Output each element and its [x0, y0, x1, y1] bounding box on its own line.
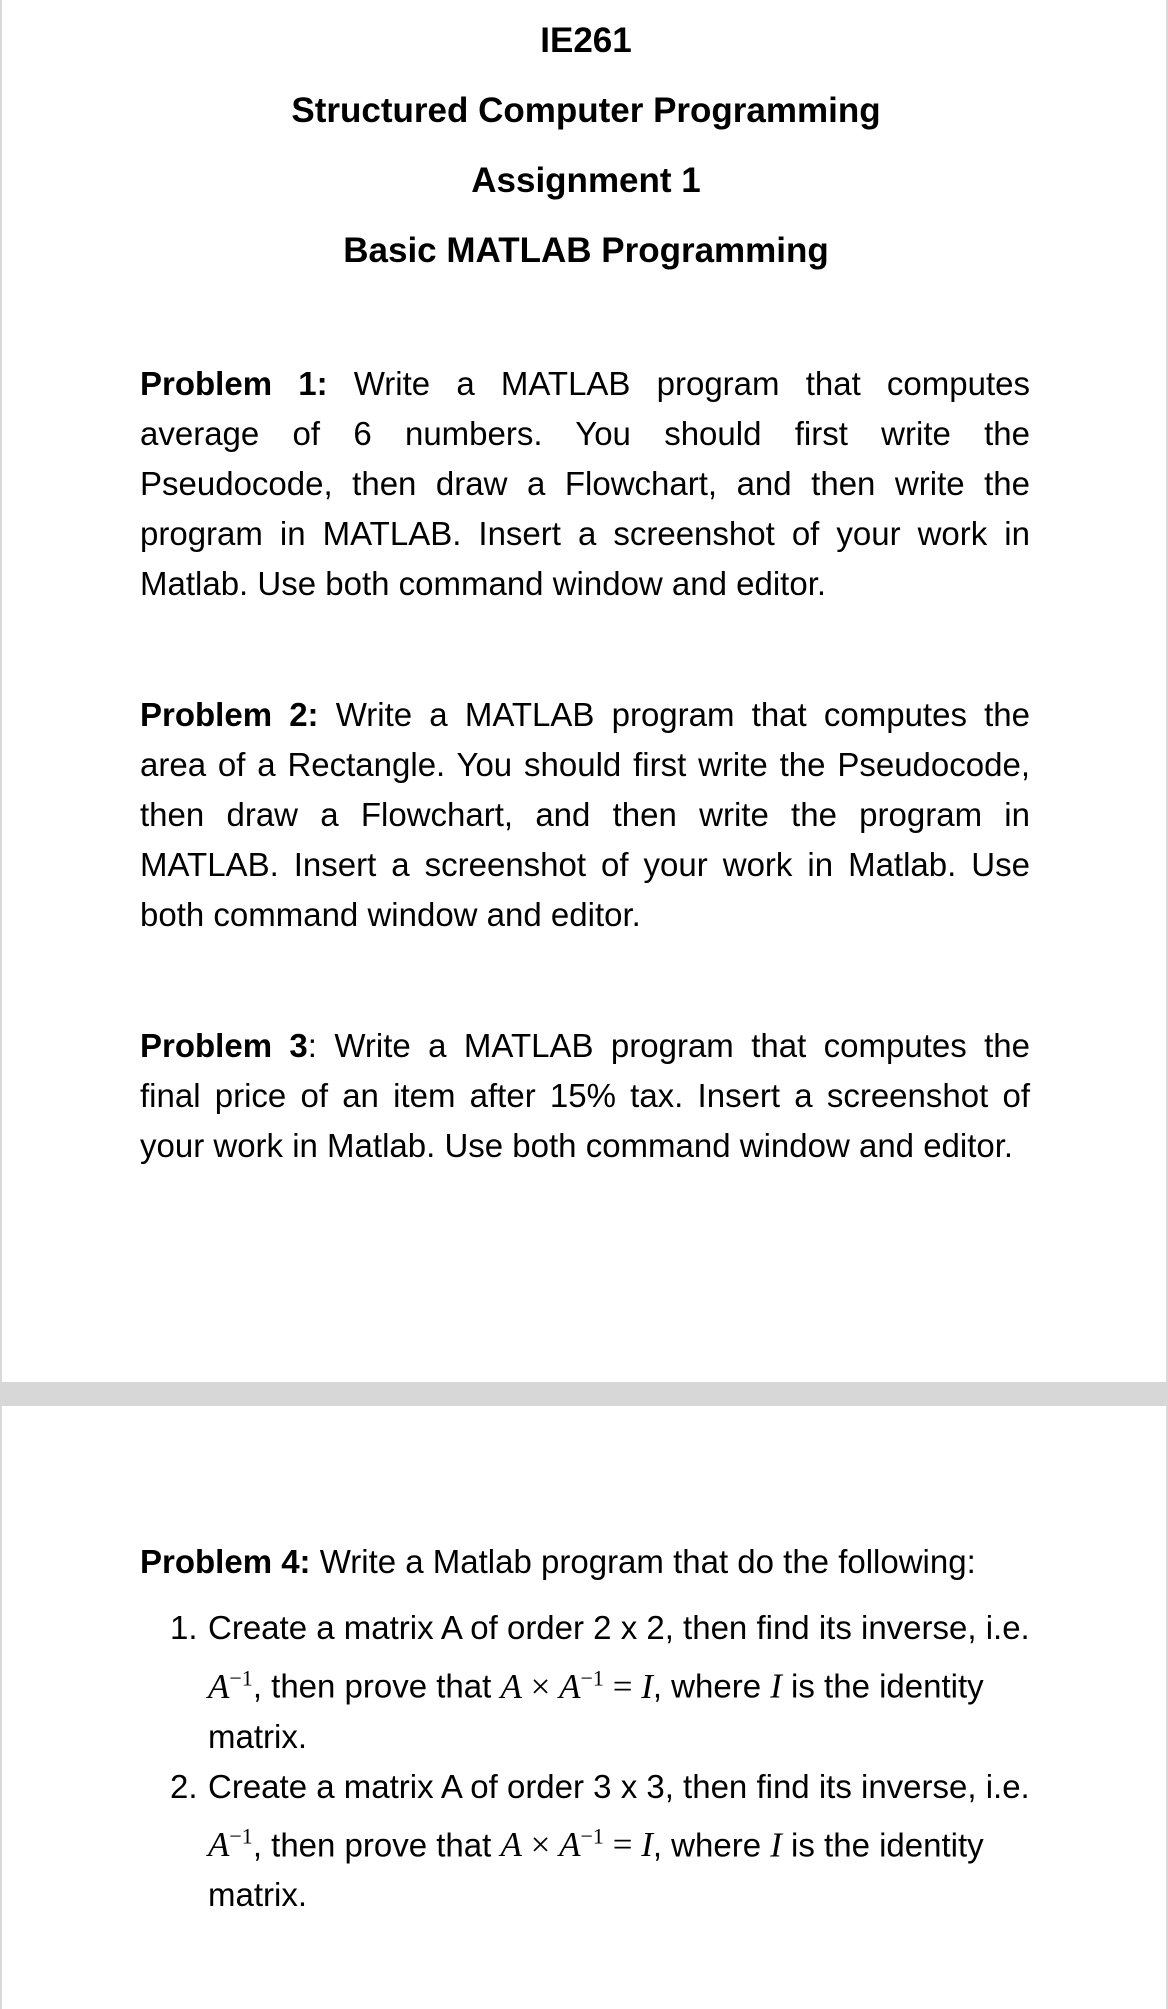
course-code: IE261 — [540, 21, 632, 60]
inverse-expression: $A^{-1}$ — [208, 1665, 253, 1706]
problem-3-label: Problem 3 — [140, 1027, 308, 1064]
problem-2 — [140, 690, 1030, 940]
page-2 — [0, 1406, 1168, 2009]
assignment-topic: Basic MATLAB Programming — [343, 231, 829, 270]
identity-symbol: I — [770, 1825, 782, 1865]
problem-1 — [140, 359, 1030, 609]
problem-4-text: Write a Matlab program that do the following: — [310, 1543, 976, 1580]
problem-1-text: Write a MATLAB program that computes average of 6 numbers. You should first write the Pseudocode, then draw a Flowchart, and then write the program in MATLAB. Insert a screenshot of your work in Matlab. Use both command window and editor. — [140, 365, 1030, 602]
list-item: 1. Create a matrix A of order 2 x 2, then find its inverse, i.e. $A^{-1}$, then prove that $A \times A^{-1} = I$, where I is the identity matrix. — [170, 1603, 1030, 1762]
problem-3-text: : Write a MATLAB program that computes the final price of an item after 15% tax. Insert a screenshot of your work in Matlab. Use both command window and editor. — [140, 1027, 1030, 1164]
problem-4-list — [170, 1603, 1030, 1920]
list-item: 2. Create a matrix A of order 3 x 3, then find its inverse, i.e. $A^{-1}$, then prove that $A \times A^{-1} = I$, where I is the identity matrix. — [170, 1762, 1030, 1921]
problem-1-label: Problem 1: — [140, 365, 328, 402]
list-item-number: 1. — [170, 1609, 198, 1646]
identity-equation: $A \times A^{-1} = I$ — [500, 1665, 653, 1706]
identity-equation: $A \times A^{-1} = I$ — [500, 1823, 653, 1865]
identity-symbol: I — [770, 1666, 782, 1706]
problem-2-text: Write a MATLAB program that computes the area of a Rectangle. You should first write the Pseudocode, then draw a Flowchart, and then write the program in MATLAB. Insert a screenshot of your work in Matlab. Use both command window and editor. — [140, 696, 1030, 933]
problem-3 — [140, 1021, 1030, 1171]
list-item-number: 2. — [170, 1767, 198, 1805]
page-separator — [0, 1382, 1168, 1406]
problem-4 — [140, 1537, 1030, 1587]
problem-4-label: Problem 4: — [140, 1543, 311, 1580]
inverse-expression: $A^{-1}$ — [208, 1823, 253, 1865]
assignment-title: Assignment 1 — [471, 161, 701, 200]
course-name: Structured Computer Programming — [291, 91, 881, 130]
problem-2-label: Problem 2: — [140, 696, 319, 733]
